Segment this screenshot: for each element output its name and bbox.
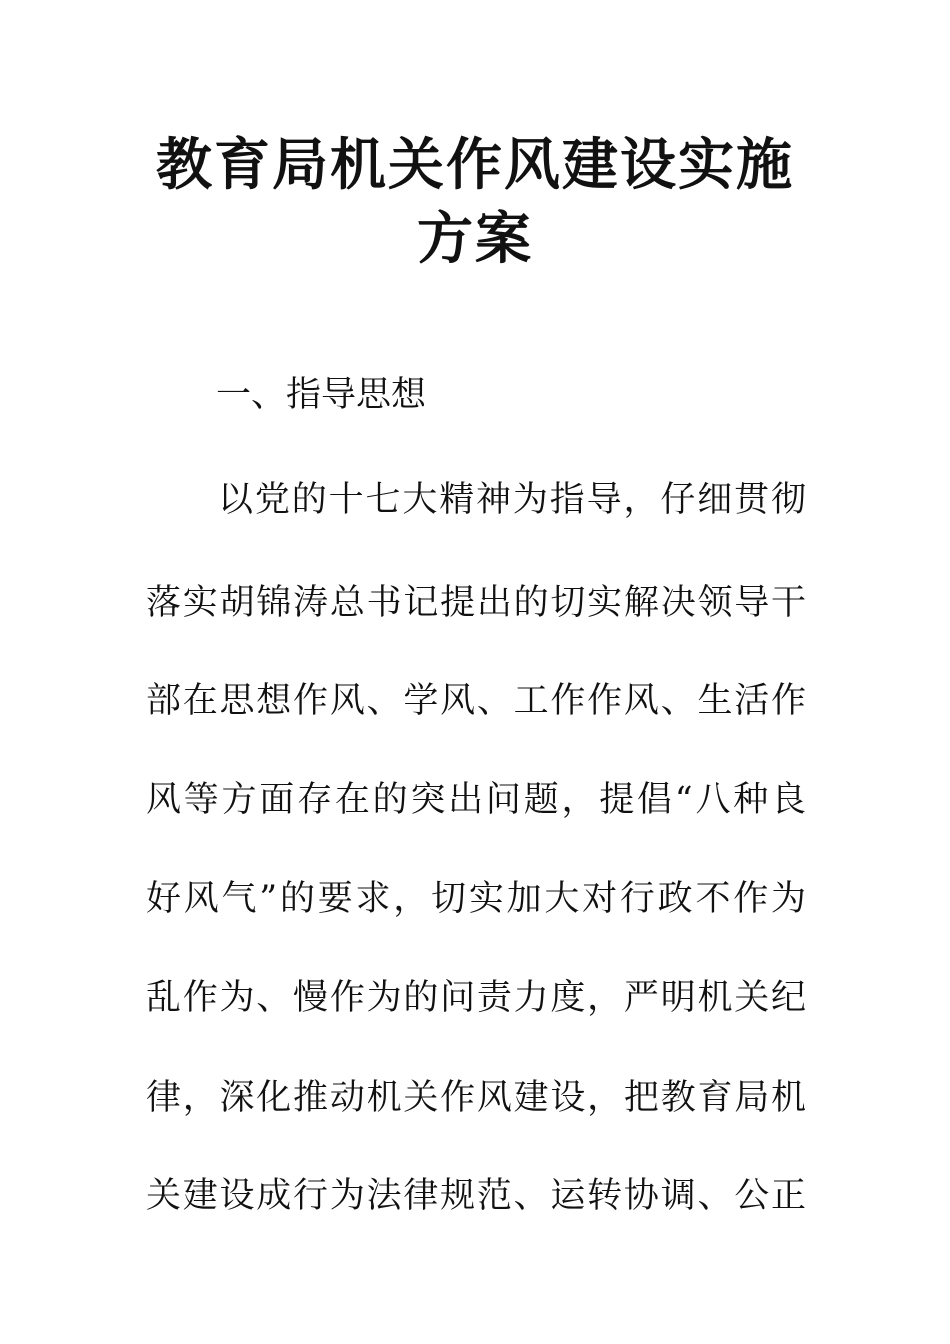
paragraph-line: 乱作为、慢作为的问责力度，严明机关纪 [146, 978, 806, 1018]
paragraph-line: 好风气”的要求，切实加大对行政不作为 [146, 879, 806, 919]
paragraph-line: 风等方面存在的突出问题，提倡“八种良 [146, 780, 806, 820]
paragraph-line: 部在思想作风、学风、工作作风、生活作 [146, 681, 806, 721]
document-title-line-2: 方案 [417, 207, 533, 272]
paragraph-line: 关建设成行为法律规范、运转协调、公正 [146, 1176, 806, 1216]
paragraph-line: 律，深化推动机关作风建设，把教育局机 [146, 1078, 806, 1118]
paragraph-line: 落实胡锦涛总书记提出的切实解决领导干 [146, 583, 806, 623]
paragraph-line: 以党的十七大精神为指导，仔细贯彻 [218, 480, 806, 520]
section-heading: 一、指导思想 [216, 375, 427, 415]
document-title-line-1: 教育局机关作风建设实施 [156, 133, 794, 198]
